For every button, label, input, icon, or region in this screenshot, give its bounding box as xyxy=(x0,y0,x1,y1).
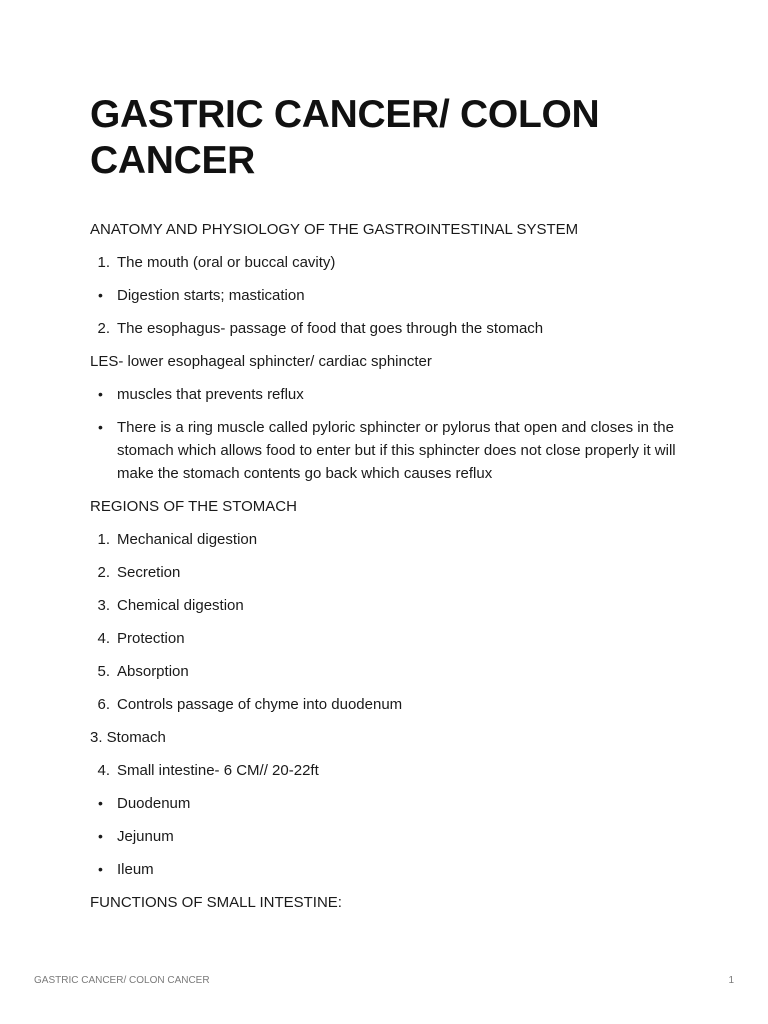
numbered-list-item xyxy=(90,528,690,551)
list-item-text: Jejunum xyxy=(117,828,174,845)
bullet-list-item xyxy=(90,383,690,406)
list-number: 3. xyxy=(97,597,110,614)
numbered-list-item xyxy=(90,759,690,782)
list-item-text: There is a ring muscle called pyloric sphincter or pylorus that open and closes in the stomach which allows food to enter but if this sphincter does not close properly it will make the stomach contents go back which causes reflux xyxy=(117,419,676,482)
bullet-list-item xyxy=(90,825,690,848)
list-number: 4. xyxy=(97,762,110,779)
numbered-list-item xyxy=(90,693,690,716)
list-number: 6. xyxy=(97,696,110,713)
numbered-list-item xyxy=(90,561,690,584)
page-number: 1 xyxy=(728,975,734,986)
document-page xyxy=(90,92,690,924)
bullet-list-item xyxy=(90,858,690,881)
list-item-text: Digestion starts; mastication xyxy=(117,287,305,304)
bullet-list-item xyxy=(90,416,690,485)
bullet-icon: • xyxy=(98,795,103,811)
paragraph: 3. Stomach xyxy=(90,729,166,746)
list-item-text: Mechanical digestion xyxy=(117,531,258,548)
list-item-text: Secretion xyxy=(117,564,181,581)
numbered-list-item xyxy=(90,317,690,340)
numbered-list-item xyxy=(90,594,690,617)
bullet-icon: • xyxy=(98,419,103,435)
list-number: 4. xyxy=(97,630,110,647)
list-item-text: Small intestine- 6 CM// 20-22ft xyxy=(117,762,319,779)
bullet-list-item xyxy=(90,284,690,307)
list-item-text: Controls passage of chyme into duodenum xyxy=(117,696,403,713)
bullet-list-item xyxy=(90,792,690,815)
numbered-list-item xyxy=(90,627,690,650)
page-title: GASTRIC CANCER/ COLON CANCER xyxy=(90,93,600,182)
list-number: 2. xyxy=(97,564,110,581)
list-number: 1. xyxy=(97,254,110,271)
page-footer xyxy=(34,975,734,986)
numbered-list-item xyxy=(90,660,690,683)
list-item-text: Ileum xyxy=(117,861,154,878)
bullet-icon: • xyxy=(98,861,103,877)
paragraph: LES- lower esophageal sphincter/ cardiac sphincter xyxy=(90,353,432,370)
bullet-icon: • xyxy=(98,287,103,303)
bullet-icon: • xyxy=(98,386,103,402)
paragraph: ANATOMY AND PHYSIOLOGY OF THE GASTROINTESTINAL SYSTEM xyxy=(90,221,579,238)
list-number: 1. xyxy=(97,531,110,548)
list-item-text: Absorption xyxy=(117,663,189,680)
list-item-text: Chemical digestion xyxy=(117,597,244,614)
list-item-text: Duodenum xyxy=(117,795,191,812)
list-number: 2. xyxy=(97,320,110,337)
list-item-text: The esophagus- passage of food that goes through the stomach xyxy=(117,320,544,337)
list-item-text: muscles that prevents reflux xyxy=(117,386,304,403)
list-number: 5. xyxy=(97,663,110,680)
list-item-text: Protection xyxy=(117,630,185,647)
paragraph: REGIONS OF THE STOMACH xyxy=(90,498,297,515)
numbered-list-item xyxy=(90,251,690,274)
list-item-text: The mouth (oral or buccal cavity) xyxy=(117,254,336,271)
paragraph: FUNCTIONS OF SMALL INTESTINE: xyxy=(90,894,342,911)
footer-title: GASTRIC CANCER/ COLON CANCER xyxy=(34,975,210,986)
document-body xyxy=(90,218,690,914)
bullet-icon: • xyxy=(98,828,103,844)
